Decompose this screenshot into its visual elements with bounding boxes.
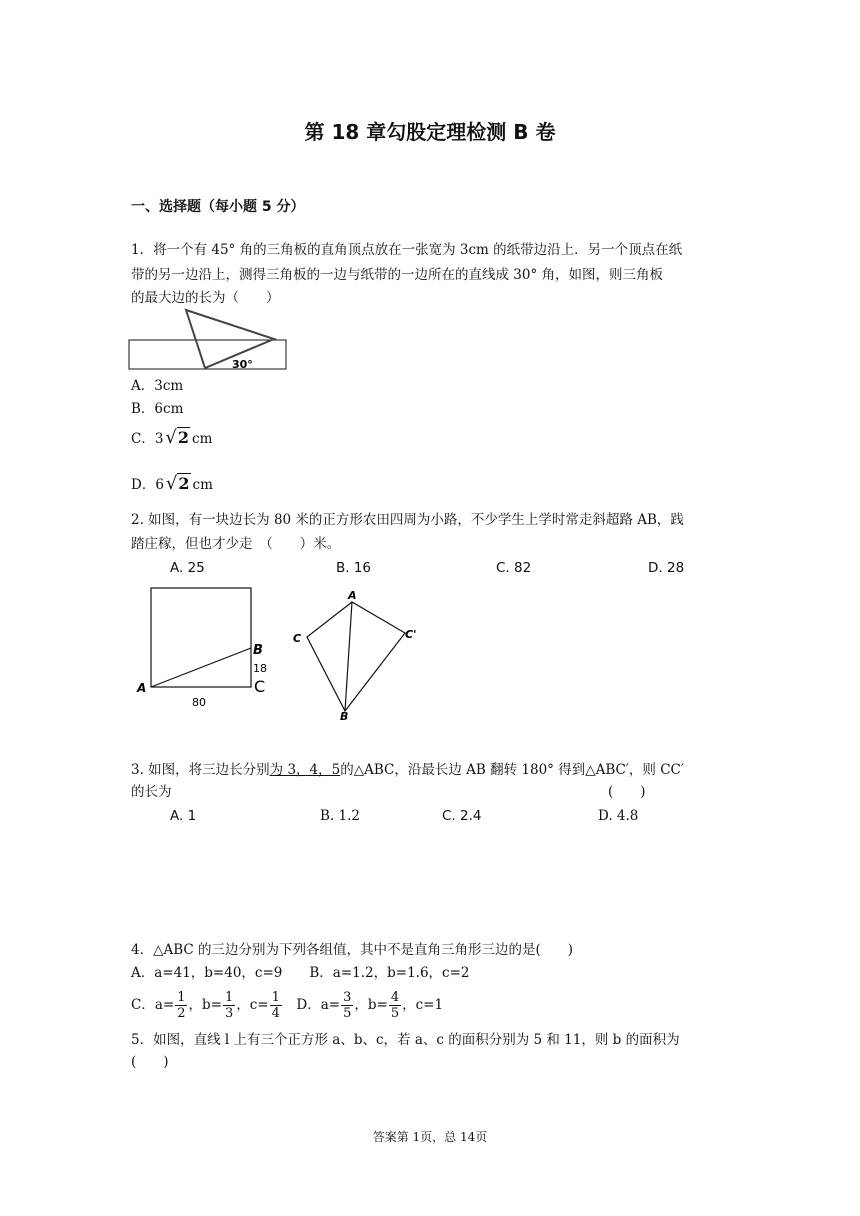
path-ab [151, 648, 251, 687]
q2-option-a: A. 25 [170, 560, 205, 576]
kite-label-b: B [340, 710, 349, 722]
q1-line2: 带的另一边沿上，测得三角板的一边与纸带的一边所在的直线成 30° 角，如图，则三角板 [131, 267, 664, 283]
field-square [151, 588, 251, 687]
q2-option-d: D. 28 [648, 560, 685, 576]
page-footer: 答案第 1页，总 14页 [372, 1130, 488, 1144]
q1-line3: 的最大边的长为（ ） [131, 290, 280, 306]
q4-line3: C．a= $\frac{1}{2}$ ，b= $\frac{1}{3}$ ，c= $\frac{1}{4}$ D．a= $\frac{3}{5}$ ，b= $\frac{4}{5}$ ，c=1 [131, 990, 444, 1021]
q4-line2: A．a=41，b=40，c=9 B．a=1.2，b=1.6，c=2 [131, 965, 470, 981]
q2-square-figure [134, 582, 274, 712]
q5-line2: ( ) [131, 1054, 169, 1070]
q1-option-c: C．3 √2 cm [131, 427, 213, 448]
q2-line2: 踏庄稼，但也才少走 （ ）米。 [131, 536, 341, 552]
q2-option-b: B. 16 [336, 560, 372, 576]
kite [307, 602, 405, 711]
kite-label-c-prime: C' [405, 628, 417, 641]
label-18: 18 [253, 662, 267, 675]
q5-line1: 5．如图，直线 l 上有三个正方形 a、b、c，若 a、c 的面积分别为 5 和 11，则 b 的面积为 [131, 1032, 680, 1048]
label-a: A [137, 681, 147, 695]
q3-line1: 3. 如图，将三边长分别为 3，4，5的△ABC，沿最长边 AB 翻转 180° 得到△ABC′，则 CC′ [131, 762, 684, 778]
page-title: 第 18 章勾股定理检测 B 卷 [304, 120, 556, 144]
q3-answer-paren: ( ) [608, 784, 646, 800]
q3-option-c: C. 2.4 [442, 808, 482, 824]
angle-label: 30° [232, 358, 253, 371]
q3-option-d: D. 4.8 [598, 808, 639, 824]
q2-kite-figure [290, 586, 430, 722]
line-ab [345, 602, 352, 711]
q1-option-a: A．3cm [131, 378, 184, 394]
q1-line1: 1．将一个有 45° 角的三角板的直角顶点放在一张宽为 3cm 的纸带边沿上．另一个顶点在纸 [131, 242, 683, 258]
q1-option-b: B．6cm [131, 401, 184, 417]
q3-option-a: A. 1 [170, 808, 197, 824]
kite-label-a: A [348, 589, 357, 602]
section-heading: 一、选择题（每小题 5 分） [131, 199, 305, 215]
q3-option-b: B. 1.2 [320, 808, 360, 824]
q3-line2: 的长为 [131, 784, 172, 800]
triangle-ruler [186, 310, 274, 368]
q2-line1: 2. 如图，有一块边长为 80 米的正方形农田四周为小路，不少学生上学时常走斜超路 AB，践 [131, 512, 684, 528]
q1-figure [128, 306, 290, 376]
q4-line1: 4．△ABC 的三边分别为下列各组值，其中不是直角三角形三边的是( ) [131, 942, 574, 958]
label-b: B [253, 643, 263, 658]
q1-option-d: D．6 √2 cm [131, 473, 213, 494]
label-80: 80 [192, 696, 206, 709]
kite-label-c: C [293, 632, 302, 645]
q2-option-c: C. 82 [496, 560, 532, 576]
label-c: C [254, 677, 266, 696]
